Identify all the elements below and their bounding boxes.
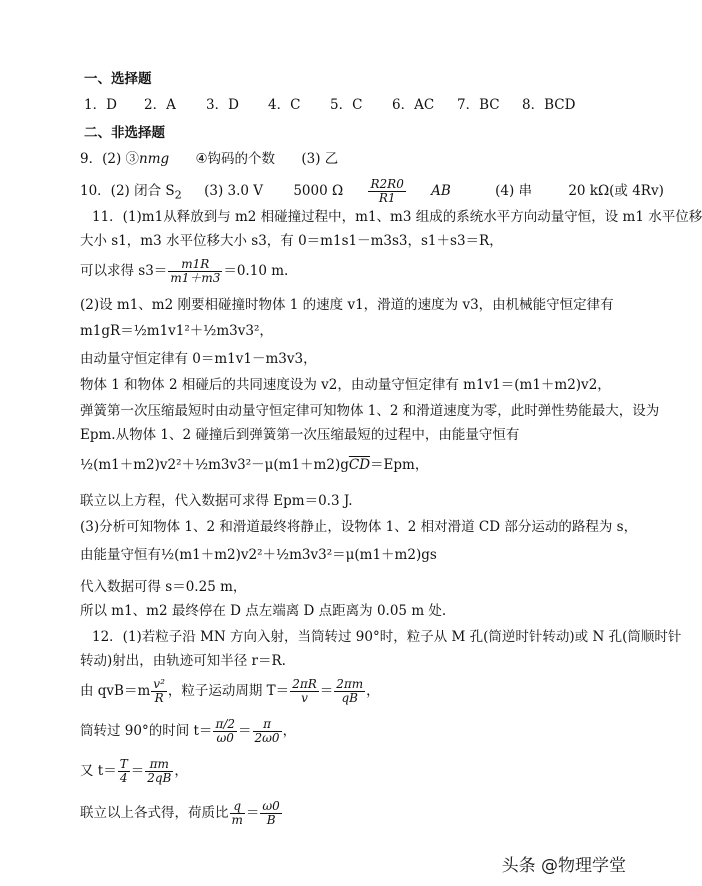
q12-ratio-num-1: q [230,800,245,814]
q12-force-num: v² [153,677,165,691]
answer-item: 5．C [330,97,363,113]
q12-ratio-num-2: ω0 [262,799,280,813]
q10-part-b: (3) 3.0 V [204,183,264,199]
q12-force-text: 由 qvB＝m [80,683,151,699]
q10-fraction [368,178,405,205]
answer-item: 8．BCD [522,97,576,113]
q11-line-3 [80,258,288,285]
q10-part-d: AB [431,183,451,199]
q11-line-6: 由动量守恒定律有 0＝m1v1－m3v3， [80,351,317,367]
q11-line-15: 所以 m1、m2 最终停在 D 点左端离 D 点距离为 0.05 m 处. [80,603,447,619]
q11-line-10 [80,456,428,474]
q12-time-num-2: π [253,718,282,732]
q11-line-5: m1gR＝½m1v1²＋½m3v3²， [80,323,273,339]
q11-line-2: 大小 s1，m3 水平位移大小 s3，有 0＝m1s1－m3s3，s1＋s3＝R， [80,233,503,249]
q10-part-c: 5000 Ω [293,183,344,199]
q12-force-den: R [154,691,164,705]
q11-line-12: (3)分析可知物体 1、2 和滑道最终将静止，设物体 1、2 相对滑道 CD 部分运动的路程为 s， [80,519,638,535]
q9-part-d: (3) 乙 [301,151,339,167]
answer-item: 1．D [84,97,117,113]
q12-period-fraction-2 [334,678,365,705]
q10-part-a-sub: 2 [174,188,182,202]
q10-part-f: 20 kΩ(或 4Rv) [568,183,664,199]
q9-part-a: 9．(2) ③ [80,151,140,167]
q12-line-3 [80,678,380,705]
answer-item: 4．C [268,97,301,113]
q11-s3-num: m1R [168,258,222,272]
q12-ratio-eq: ＝ [245,805,260,821]
q12-also-den-1: 4 [119,771,128,785]
q12-also-den-2: 2qB [147,771,172,785]
q12-period-num-1: 2πR [292,677,317,691]
q12-line-1: 12．(1)若粒子沿 MN 方向入射，当筒转过 90°时，粒子从 M 孔(筒逆时针转动)或 N 孔(筒顺时针 [92,629,682,645]
q11-line-14: 代入数据可得 s＝0.25 m， [80,579,247,595]
q11-energy-lhs: ½(m1＋m2)v2²＋½m3v3²－μ(m1＋m2)g [80,457,349,473]
section-heading-choice: 一、选择题 [84,71,152,87]
q12-period-num-2: 2πm [336,677,364,691]
q11-energy-rhs: ＝Epm， [370,457,429,473]
q12-time-fraction-1 [213,718,237,745]
q12-ratio-fraction-1 [230,800,245,827]
q10-fraction-den: R1 [378,191,396,205]
q11-s3-result: ＝0.10 m. [223,263,289,279]
q12-also-fraction-1 [118,758,130,785]
q12-line-2: 转动)射出，由轨迹可知半径 r＝R. [80,653,286,669]
q12-period-end: ， [366,683,380,699]
watermark: 头条 @物理学堂 [501,856,626,876]
q12-also-num-2: πm [145,758,173,772]
q12-ratio-text: 联立以上各式得，荷质比 [80,805,229,821]
q10-part-a: 10．(2) 闭合 S [80,183,175,199]
answer-item: 2．A [144,97,176,113]
answer-item: 6．AC [392,97,435,113]
q11-cd-segment: $\overline{CD}$ [348,457,371,473]
q11-line-9: Epm.从物体 1、2 碰撞后到弹簧第一次压缩最短的过程中，由能量守恒有 [80,427,520,443]
q12-line-5 [80,758,188,785]
q12-force-fraction [151,678,167,705]
q12-time-eq: ＝ [238,723,252,739]
q12-time-end: ， [282,723,297,739]
q11-line-1: 11．(1)m1从释放到与 m2 相碰撞过程中，m1、m3 组成的系统水平方向动量守恒，设 m1 水平位移 [92,209,702,225]
q10-part-e: (4) 串 [495,183,533,199]
q12-also-fraction-2 [145,758,173,785]
section-heading-nonchoice: 二、非选择题 [84,125,165,141]
q11-line-4: (2)设 m1、m2 刚要相碰撞时物体 1 的速度 v1，滑道的速度为 v3，由机械能守恒定律有 [80,297,614,313]
q12-time-fraction-2 [253,718,282,745]
answer-row [84,96,575,114]
q12-period-den-2: qB [341,691,358,705]
q9-part-c: ④钩码的个数 [195,151,276,167]
q12-period-den-1: v [301,691,308,705]
q12-ratio-den-2: B [266,813,276,827]
q12-time-den-2: 2ω0 [254,731,280,745]
q11-line-13: 由能量守恒有½(m1＋m2)v2²＋½m3v3²＝μ(m1＋m2)gs [80,547,437,563]
q12-time-den-1: ω0 [216,731,234,745]
q12-line-4 [80,718,296,745]
q12-also-num-1: T [119,757,128,771]
q11-line-11: 联立以上方程，代入数据可求得 Epm＝0.3 J. [80,493,353,509]
answer-item: 7．BC [457,97,500,113]
q12-period-fraction-1 [290,678,319,705]
q12-period-text: ，粒子运动周期 T＝ [167,683,290,699]
q12-also-eq: ＝ [130,763,145,779]
q12-also-end: ， [174,763,188,779]
q11-line-7: 物体 1 和物体 2 相碰后的共同速度设为 v2，由动量守恒定律有 m1v1＝(m1＋m2)v2， [80,377,611,393]
q10-fraction-num: R2R0 [370,177,404,191]
q12-also-text: 又 t＝ [80,763,117,779]
q12-ratio-den-1: m [231,813,243,827]
q11-line-8: 弹簧第一次压缩最短时由动量守恒定律可知物体 1、2 和滑道速度为零，此时弹性势能最大，设为 [80,403,660,419]
answer-item: 3．D [206,97,239,113]
q9-line [80,150,338,168]
q12-period-eq: ＝ [319,683,334,699]
q12-time-num-1: π/2 [215,717,236,731]
q12-time-text: 筒转过 90°的时间 t＝ [80,723,213,739]
q11-s3-fraction [168,258,222,285]
q12-ratio-fraction-2 [260,800,281,827]
q11-s3-text: 可以求得 s3＝ [80,263,168,279]
q10-line [80,178,664,205]
q9-part-b: nmg [139,151,170,167]
q11-s3-den: m1＋m3 [170,271,221,285]
q12-line-6 [80,800,283,827]
